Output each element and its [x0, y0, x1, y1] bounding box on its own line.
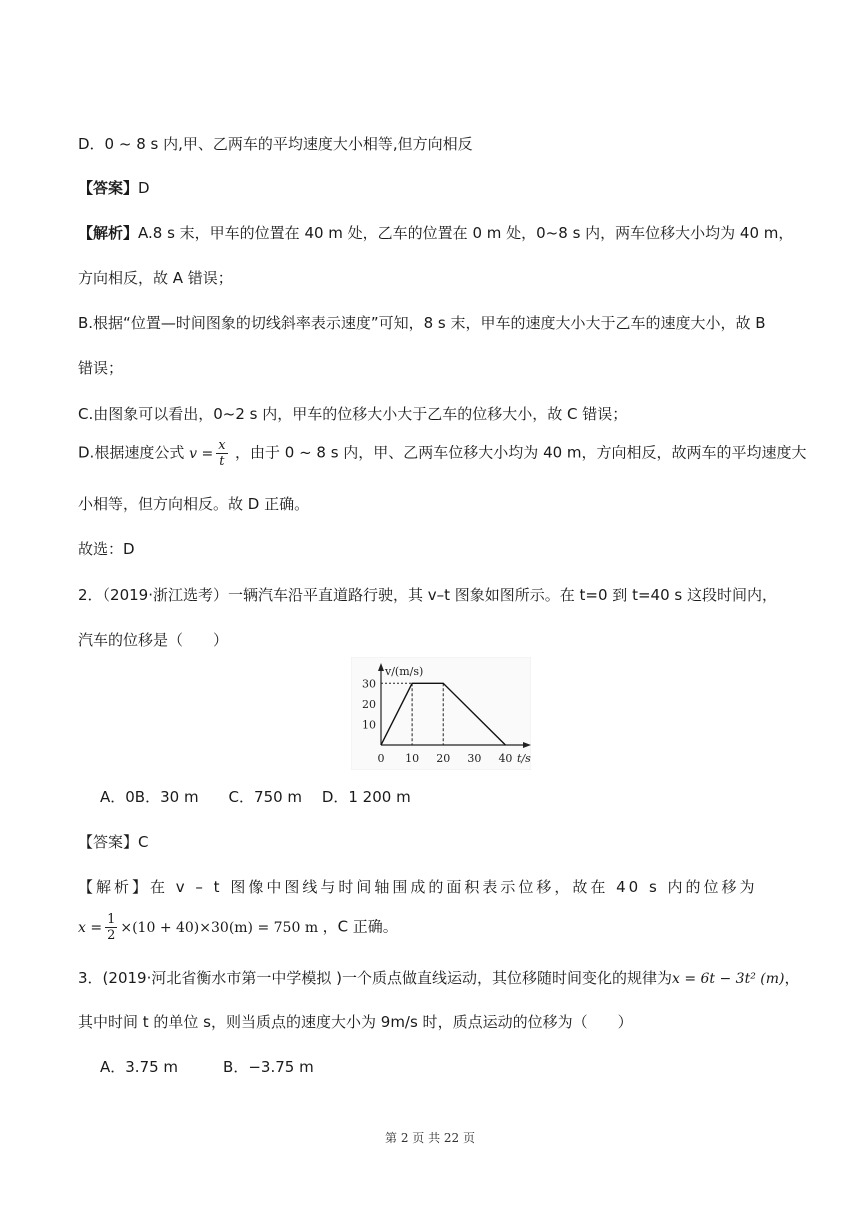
q2-answer	[78, 831, 149, 852]
q2-stem: 2．（2019·浙江选考）一辆汽车沿平直道路行驶，其 v–t 图象如图所示。在 t=0 到 t=40 s 这段时间内，	[78, 586, 777, 604]
vt-chart	[351, 657, 531, 770]
q3-stem	[78, 967, 799, 988]
formula-lhs: x =	[78, 919, 103, 936]
position-formula: x = 6t − 3t² (m)	[671, 971, 785, 987]
q1-analysis-b-cont: 错误；	[78, 359, 124, 377]
velocity-formula	[189, 438, 235, 469]
analysis-label: 【解析】	[78, 224, 139, 242]
formula-numerator: x	[218, 438, 226, 453]
page-footer: 第 2 页 共 22 页	[385, 1131, 475, 1145]
displacement-formula	[78, 912, 323, 943]
x-tick-label: 20	[436, 752, 451, 765]
x-tick-label: 10	[405, 752, 420, 765]
y-tick-label: 20	[362, 697, 376, 711]
q1-analysis-d	[78, 438, 807, 469]
q3-stem-cont: 其中时间 t 的单位 s，则当质点的速度大小为 9m/s 时，质点运动的位移为（ ）	[78, 1013, 633, 1031]
q1-analysis-b: B.根据“位置—时间图象的切线斜率表示速度”可知，8 s 末，甲车的速度大小大于乙车的速度大小，故 B	[78, 314, 766, 332]
x-axis-label: t/s	[517, 752, 531, 765]
q2-options: A．0B．30 m C．750 m D．1 200 m	[100, 788, 411, 806]
answer-label: 【答案】	[78, 179, 139, 197]
q1-analysis-c: C.由图象可以看出，0~2 s 内，甲车的位移大小大于乙车的位移大小，故 C 错误；	[78, 405, 628, 423]
q1-choose: 故选：D	[78, 540, 135, 558]
analysis-d-post: ，由于 0 ~ 8 s 内，甲、乙两车位移大小均为 40 m，方向相反，故两车的平均速度大	[235, 443, 807, 462]
q2-analysis-formula-line	[78, 912, 398, 943]
y-axis-label: v/(m/s)	[385, 665, 424, 678]
q1-analysis-a	[78, 222, 793, 243]
q1-analysis-a-cont: 方向相反，故 A 错误；	[78, 269, 233, 287]
analysis-d-pre: D.根据速度公式	[78, 443, 185, 462]
answer-value: D	[138, 179, 150, 197]
q1-analysis-d-cont: 小相等，但方向相反。故 D 正确。	[78, 495, 310, 513]
analysis-text: A.8 s 末，甲车的位置在 40 m 处，乙车的位置在 0 m 处，0~8 s 内，两车位移大小均为 40 m，	[138, 224, 794, 242]
y-tick-label: 30	[362, 677, 376, 691]
q2-analysis: 【解析】在 v – t 图像中图线与时间轴围成的面积表示位移，故在 40 s 内的位移为	[78, 878, 758, 896]
formula-numerator: 1	[107, 912, 116, 927]
formula-denominator: 2	[107, 928, 116, 943]
q3-stem-pre: 3．(2019·河北省衡水市第一中学模拟 )一个质点做直线运动，其位移随时间变化的规律为	[78, 969, 672, 987]
x-tick-label: 30	[467, 752, 482, 765]
formula-lhs: v =	[189, 445, 214, 462]
answer-label: 【答案】	[78, 833, 139, 851]
q2-stem-cont: 汽车的位移是（ ）	[78, 631, 229, 649]
x-tick-label: 40	[498, 752, 513, 765]
formula-denominator: t	[219, 454, 225, 469]
y-tick-label: 10	[362, 718, 376, 732]
formula-rhs: ×(10 + 40)×30(m) = 750 m	[120, 919, 319, 936]
q1-option-d: D．0 ~ 8 s 内,甲、乙两车的平均速度大小相等,但方向相反	[78, 135, 473, 153]
x-tick-label: 0	[377, 752, 385, 765]
q3-options: A．3.75 m B．−3.75 m	[100, 1058, 314, 1076]
q1-answer	[78, 177, 150, 198]
answer-value: C	[138, 833, 149, 851]
q3-stem-post: ，	[784, 969, 800, 987]
analysis-post: ，C 正确。	[322, 917, 398, 936]
